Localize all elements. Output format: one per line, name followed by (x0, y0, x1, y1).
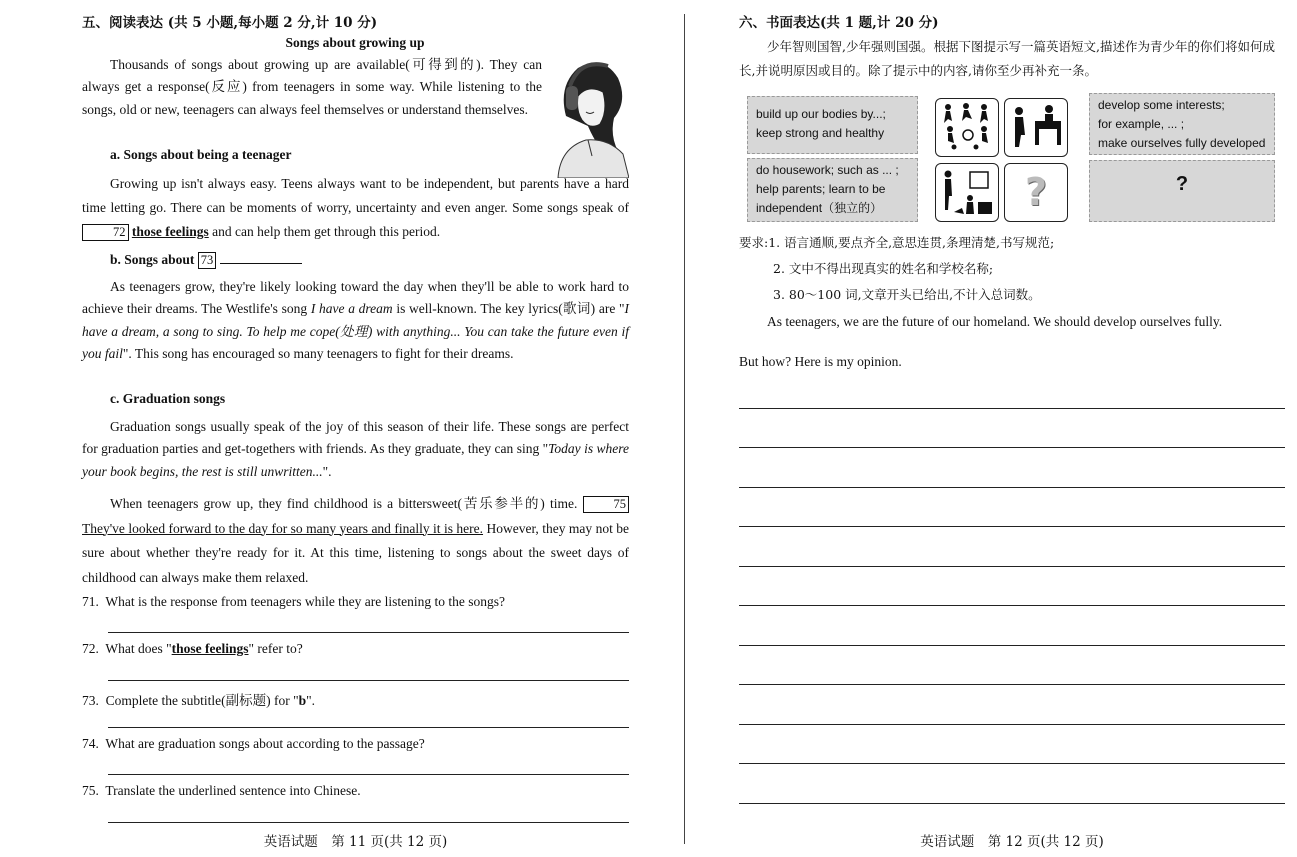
writing-line[interactable] (739, 408, 1285, 409)
writing-line[interactable] (739, 724, 1285, 725)
sports-pictogram-icon (935, 98, 999, 157)
writing-line[interactable] (739, 763, 1285, 764)
question-74: 74. What are graduation songs about according to the passage? (82, 736, 425, 751)
writing-line[interactable] (739, 803, 1285, 804)
answer-line-75[interactable] (108, 822, 629, 823)
girl-headphones-illustration (548, 56, 629, 178)
paragraph-a: Growing up isn't always easy. Teens always want to be independent, but parents have a hard time letting go. There can be moments of worry, uncertainty and even anger. Some songs speak of 72 those feelings and can help them get through this period. (82, 176, 629, 239)
footer-page-11: 英语试题 第 11 页(共 12 页) (263, 834, 448, 850)
passage-title: Songs about growing up (285, 35, 425, 50)
writing-line[interactable] (739, 447, 1285, 448)
question-72: 72. What does "those feelings" refer to? (82, 641, 303, 656)
writing-line[interactable] (739, 487, 1285, 488)
section-title-writing: 六、书面表达(共 1 题,计 20 分) (739, 15, 939, 31)
hint-box-exercise: build up our bodies by...; keep strong and healthy (747, 96, 918, 154)
question-75: 75. Translate the underlined sentence into Chinese. (82, 783, 361, 798)
paragraph-b: As teenagers grow, they're likely looking toward the day when they'll be able to work hard to achieve their dreams. The Westlife's song I have a dream is well-known. The key lyrics(歌词) are "I have a dream, a song to sing. To help me cope(处理) with anything... You can take the future even if you fail". This song has encouraged so many teenagers to fight for their dreams. (82, 279, 630, 361)
subtitle-b: b. Songs about 73 (110, 251, 302, 269)
section-title-reading: 五、阅读表达 (共 5 小题,每小题 2 分,计 10 分) (82, 15, 378, 31)
housework-pictogram-icon (935, 163, 999, 222)
paragraph-d: When teenagers grow up, they find childhood is a bittersweet(苦乐参半的) time. 75 They've looked forward to the day for so many years and finally it is here. However, they may not be sure about whether they're ready for it. At this time, listening to songs about the sweet days of childhood can always make them relaxed. (82, 496, 629, 585)
answer-line-74[interactable] (108, 774, 629, 775)
subtitle-c: c. Graduation songs (110, 391, 226, 406)
question-71: 71. What is the response from teenagers while they are listening to the songs? (82, 594, 506, 609)
blank-box-75: 75 (583, 496, 630, 513)
blank-box-72: 72 (82, 224, 129, 241)
hint-box-housework: do housework; such as ... ; help parents; learn to be independent（独立的） (747, 158, 918, 222)
hint-box-unknown: ? (1089, 160, 1275, 222)
answer-line-71[interactable] (108, 632, 629, 633)
opening-sentence: As teenagers, we are the future of our homeland. We should develop ourselves fully. (767, 314, 1223, 329)
answer-line-73[interactable] (108, 727, 629, 728)
question-mark-picture: ? (1004, 163, 1068, 222)
requirement-3: 3. 80～100 词,文章开头已给出,不计入总词数。 (773, 287, 1041, 302)
intro-paragraph: Thousands of songs about growing up are available(可得到的). They can always get a response(反应) from teenagers in some way. While listening to the songs, old or new, teenagers can always feel themselves or understand themselves. (82, 57, 542, 117)
right-page (739, 0, 1285, 857)
answer-line-72[interactable] (108, 680, 629, 681)
blank-box-73: 73 (198, 252, 217, 269)
paragraph-c: Graduation songs usually speak of the joy of this season of their life. These songs are perfect for graduation parties and get-togethers with friends. As they graduate, they can sing "Today is where your book begins, the rest is still unwritten...". (82, 419, 629, 479)
question-73: 73. Complete the subtitle(副标题) for "b". (82, 693, 316, 708)
subtitle-a: a. Songs about being a teenager (110, 147, 292, 162)
opening-sentence-2: But how? Here is my opinion. (739, 354, 902, 369)
page-divider (684, 14, 685, 844)
writing-line[interactable] (739, 684, 1285, 685)
writing-instruction: 少年智则国智,少年强则国强。根据下图提示写一篇英语短文,描述作为青少年的你们将如何成长,并说明原因或目的。除了提示中的内容,请你至少再补充一条。 (739, 39, 1275, 78)
writing-line[interactable] (739, 566, 1285, 567)
left-page (82, 0, 629, 857)
writing-line[interactable] (739, 645, 1285, 646)
underlined-sentence: They've looked forward to the day for so many years and finally it is here. (82, 520, 484, 536)
requirement-1: 要求:1. 语言通顺,要点齐全,意思连贯,条理清楚,书写规范; (739, 235, 1055, 250)
hint-box-interests: develop some interests; for example, ... ; make ourselves fully developed (1089, 93, 1275, 155)
writing-line[interactable] (739, 526, 1285, 527)
those-feelings-underlined: those feelings (131, 224, 209, 239)
subtitle-b-blank[interactable] (220, 251, 302, 264)
footer-page-12: 英语试题 第 12 页(共 12 页) (920, 834, 1104, 850)
music-instruments-icon (1004, 98, 1068, 157)
requirement-2: 2. 文中不得出现真实的姓名和学校名称; (773, 261, 994, 276)
writing-line[interactable] (739, 605, 1285, 606)
